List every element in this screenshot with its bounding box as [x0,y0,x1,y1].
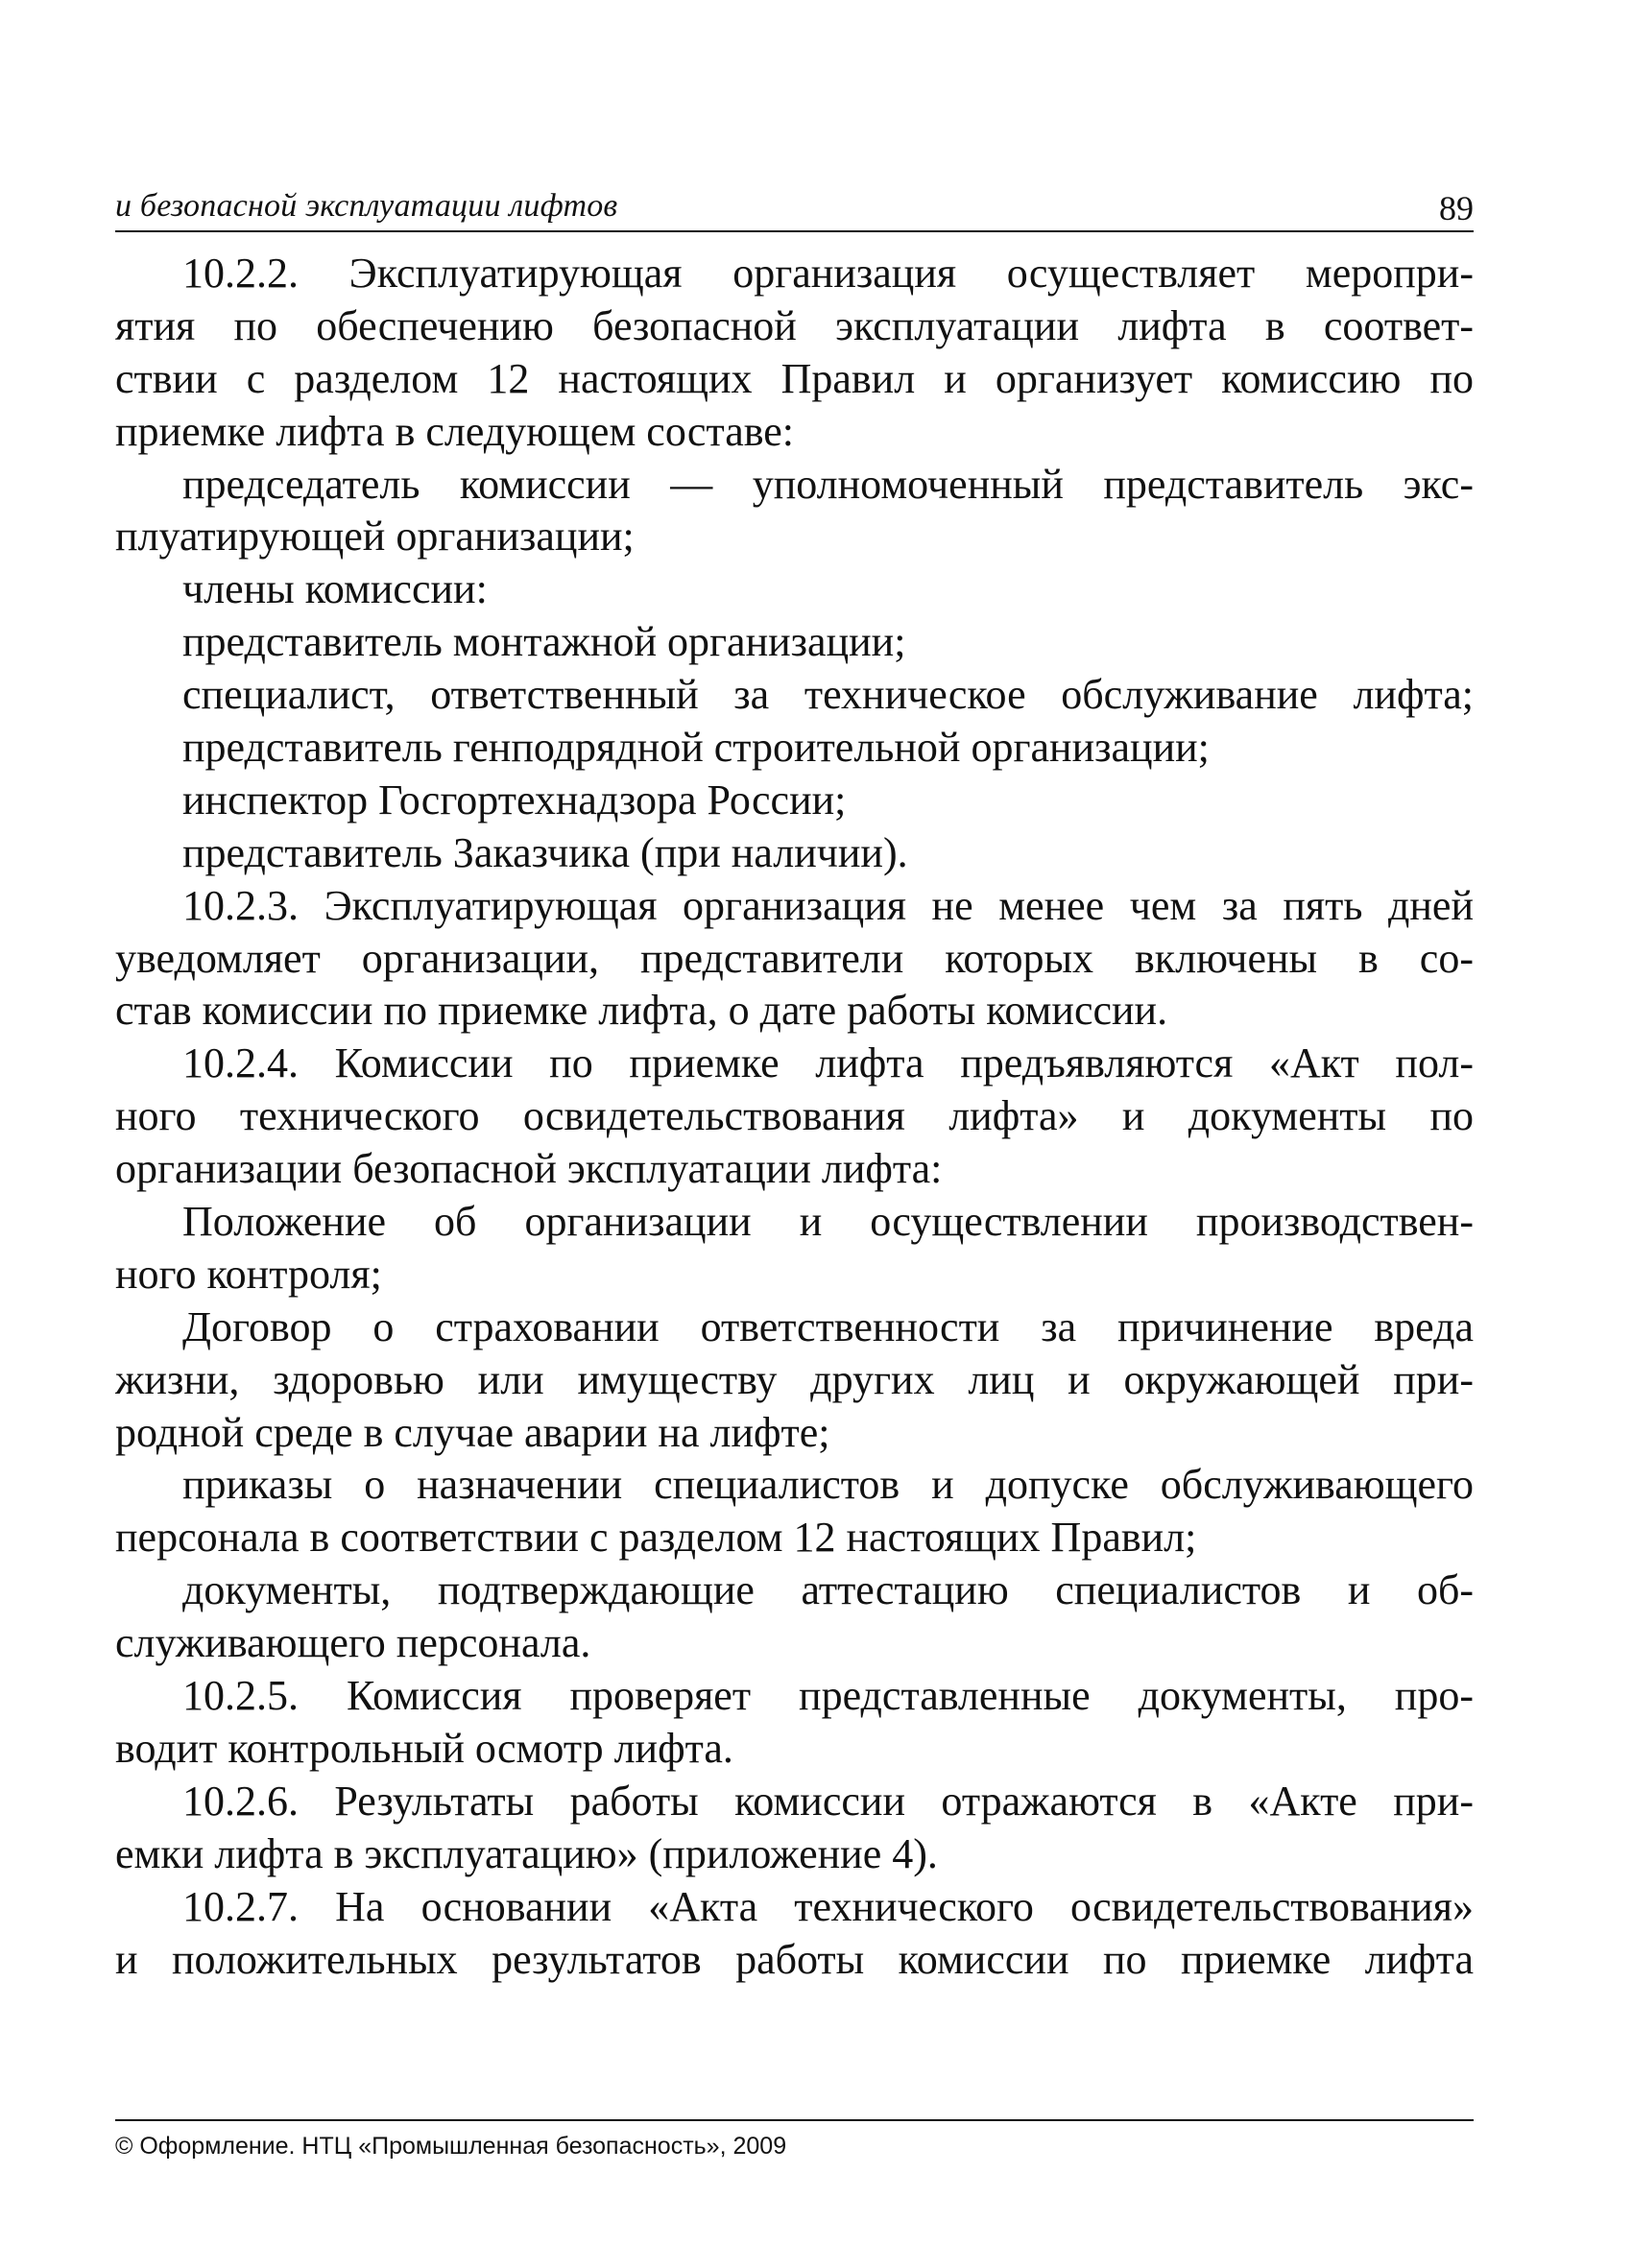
text-line: служивающего персонала. [115,1619,591,1667]
text-line: персонала в соответствии с разделом 12 настоящих Правил; [115,1514,1197,1562]
text-line: ятия по обеспечению безопасной эксплуатации лифта в соответ- [115,301,1474,349]
text-line: ного технического освидетельствования лифта» и документы по [115,1092,1474,1140]
running-title: и безопасной эксплуатации лифтов [115,188,618,224]
text-line: 10.2.4. Комиссии по приемке лифта предъявляются «Акт пол- [182,1039,1474,1087]
text-line: став комиссии по приемке лифта, о дате работы комиссии. [115,987,1168,1035]
text-line: Положение об организации и осуществлении производствен- [182,1198,1474,1246]
text-line: представитель Заказчика (при наличии). [182,828,908,876]
body-text [115,248,1474,1986]
text-line: уведомляет организации, представители которых включены в со- [115,934,1474,982]
text-line: инспектор Госгортехнадзора России; [182,776,847,824]
text-line: 10.2.6. Результаты работы комиссии отражаются в «Акте при- [182,1777,1474,1825]
text-line: 10.2.2. Эксплуатирующая организация осуществляет меропри- [182,250,1474,297]
footer-rule [115,2119,1474,2121]
text-line: приказы о назначении специалистов и допуске обслуживающего [182,1461,1474,1509]
text-line: документы, подтверждающие аттестацию специалистов и об- [182,1566,1474,1614]
running-header [115,182,1474,232]
text-line: специалист, ответственный за техническое обслуживание лифта; [182,671,1474,719]
text-line: ствии с разделом 12 настоящих Правил и организует комиссию по [115,354,1474,402]
text-line: Договор о страховании ответственности за причинение вреда [182,1302,1474,1350]
page-number: 89 [1439,189,1474,227]
text-line: представитель монтажной организации; [182,618,906,666]
text-line: председатель комиссии — уполномоченный представитель экс- [182,460,1474,508]
text-line: приемке лифта в следующем составе: [115,407,795,455]
text-line: жизни, здоровью или имуществу других лиц и окружающей при- [115,1355,1474,1403]
text-line: плуатирующей организации; [115,513,635,561]
text-line: члены комиссии: [182,565,488,613]
text-line: водит контрольный осмотр лифта. [115,1724,733,1772]
text-line: 10.2.7. На основании «Акта технического освидетельствования» [182,1882,1474,1930]
text-line: 10.2.3. Эксплуатирующая организация не менее чем за пять дней [182,881,1474,929]
document-page [115,182,1474,1986]
text-line: родной среде в случае аварии на лифте; [115,1408,830,1456]
text-line: представитель генподрядной строительной организации; [182,724,1210,772]
copyright-notice: © Оформление. НТЦ «Промышленная безопасность», 2009 [115,2133,787,2160]
page-footer [115,2119,1474,2161]
text-line: организации безопасной эксплуатации лифта: [115,1145,943,1193]
text-line: ного контроля; [115,1250,382,1298]
text-line: емки лифта в эксплуатацию» (приложение 4). [115,1829,938,1877]
text-line: и положительных результатов работы комиссии по приемке лифта [115,1935,1474,1983]
text-line: 10.2.5. Комиссия проверяет представленные документы, про- [182,1672,1474,1720]
